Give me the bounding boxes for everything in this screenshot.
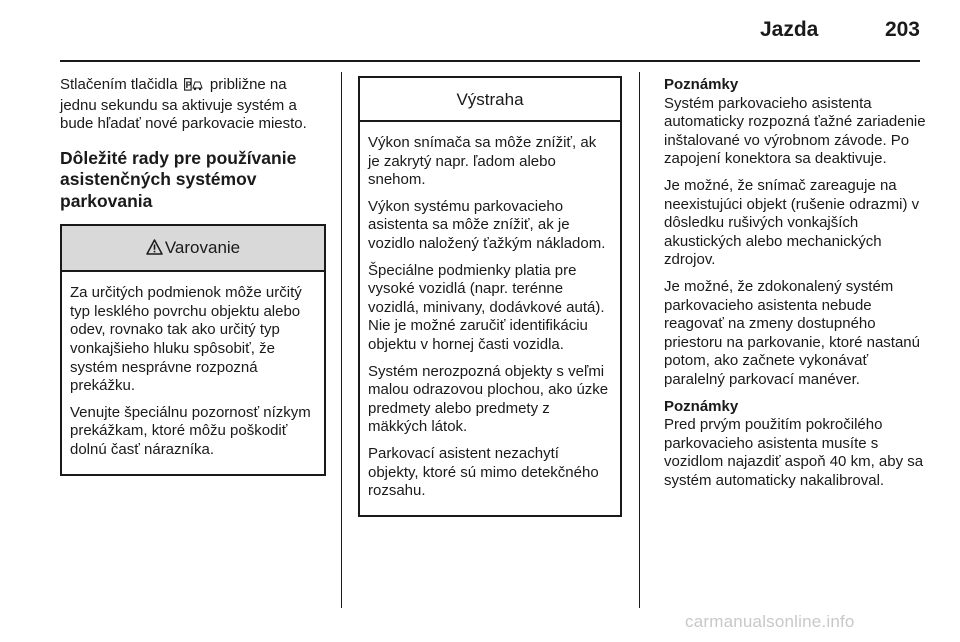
column-1 [60,76,326,476]
warning-title: Varovanie [164,238,241,258]
warning-box-body [62,272,324,473]
caution-paragraph: Parkovací asistent nezachytí objekty, ktoré sú mimo detekčného rozsahu. [368,444,599,500]
note-paragraph: Je možné, že snímač zareaguje na neexistujúci objekt (rušenie odrazmi) v dôsledku rušivých vonkajších akustických alebo mechanických zdrojov. [664,176,920,269]
running-header-title: Jazda [760,18,819,41]
intro-text-before: Stlačením tlačidla [60,76,178,93]
column-divider-2 [639,72,640,608]
header-divider [60,60,920,62]
caution-paragraph: Špeciálne podmienky platia pre vysoké vozidlá (napr. terénne vozidlá, minivany, dodávkové autá). Nie je možné zaručiť identifikáciu objektu v hornej časti vozidla. [368,261,605,353]
caution-paragraph: Výkon snímača sa môže znížiť, ak je zakrytý napr. ľadom alebo snehom. [368,134,597,189]
note-paragraph: Systém parkovacieho asistenta automaticky rozpozná ťažné zariadenie inštalované vo výrobnom závode. Po zapojení konektora sa deaktivuje. [664,94,926,168]
warning-paragraph: Za určitých podmienok môže určitý typ lesklého povrchu objektu alebo odev, rovnako tak ako určitý typ vonkajšieho hluku spôsobiť, že systém nesprávne rozpozná prekážku. [70,284,302,395]
caution-box-header [360,78,620,122]
column-3 [664,76,926,498]
caution-box [358,76,622,517]
note-title: Poznámky [664,397,739,415]
section-heading: Dôležité rady pre používanie asistenčných systémov parkovania [60,147,297,211]
watermark: carmanualsonline.info [685,612,855,631]
note-title: Poznámky [664,76,739,93]
park-assist-button-icon [184,78,204,97]
warning-triangle-icon [146,239,163,260]
column-2 [358,76,622,517]
note-paragraph: Pred prvým použitím pokročilého parkovacieho asistenta musíte s vozidlom najazdiť aspoň 40 km, aby sa systém automaticky nakalibroval. [664,416,924,489]
warning-box [60,224,326,475]
caution-box-body [360,122,620,515]
page-number: 203 [884,18,920,41]
caution-paragraph: Výkon systému parkovacieho asistenta sa môže znížiť, ak je vozidlo naložený ťažkým nákladom. [368,197,606,252]
caution-title: Výstraha [456,90,524,109]
warning-paragraph: Venujte špeciálnu pozornosť nízkym prekážkam, ktoré môžu poškodiť dolnú časť nárazníka. [70,403,311,459]
caution-paragraph: Systém nerozpozná objekty s veľmi malou odrazovou plochou, ako úzke predmety alebo predmety z mäkkých látok. [368,362,609,436]
intro-text-after: približne na jednu sekundu sa aktivuje systém a bude hľadať nové parkovacie miesto. [60,76,307,133]
svg-text:P: P [185,80,192,90]
intro-paragraph [60,76,326,134]
column-divider-1 [341,72,342,608]
note-paragraph: Je možné, že zdokonalený systém parkovacieho asistenta nebude reagovať na zmeny dostupného priestoru na parkovanie, ktoré nastanú potom, ako začnete vykonávať paralelný parkovací manéver. [664,277,920,388]
warning-box-header [62,226,324,272]
